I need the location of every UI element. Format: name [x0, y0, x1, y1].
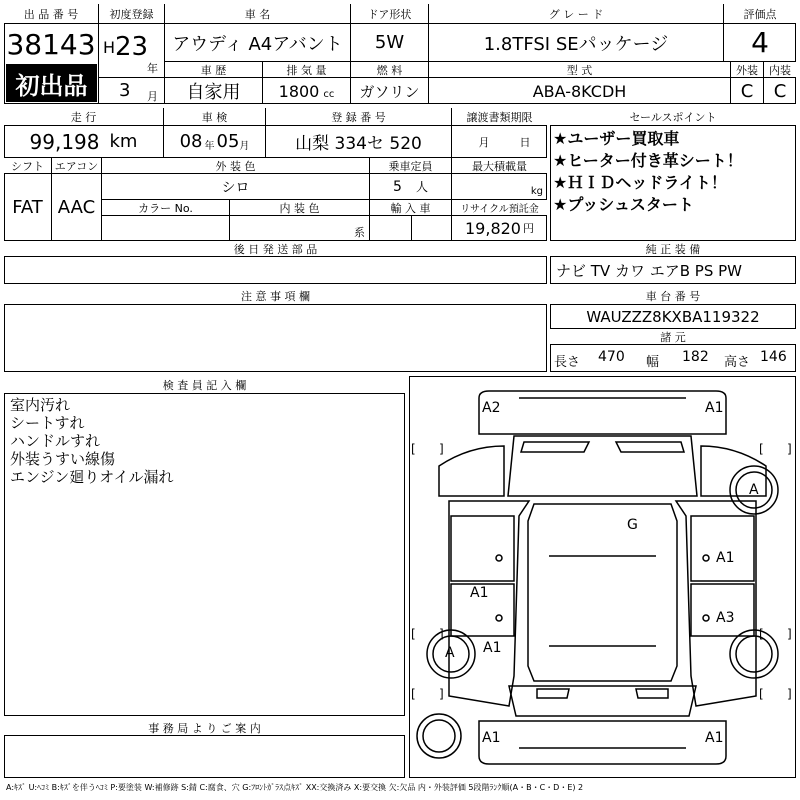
inspection-cell	[164, 126, 266, 158]
damage-mark: A	[749, 482, 759, 498]
mileage: 99,198	[29, 129, 100, 154]
transfer-cell	[452, 126, 547, 158]
inspector-note: 室内汚れ	[10, 396, 71, 414]
model-label: 型 式	[429, 62, 731, 78]
capacity-unit: 人	[415, 180, 428, 194]
ac: AAC	[52, 174, 102, 240]
insp-year: 08	[179, 131, 203, 152]
inspector-label: 検 査 員 記 入 欄	[4, 376, 405, 394]
width-label: 幅	[646, 355, 660, 370]
shift: FAT	[4, 174, 52, 240]
capacity: 5	[393, 178, 402, 195]
grade-label: グ レ ー ド	[429, 4, 724, 24]
recycle-cell	[452, 216, 547, 240]
reg-month-cell	[99, 78, 165, 104]
mileage-unit: km	[109, 131, 138, 152]
load-cell	[452, 174, 547, 200]
int-grade-label: 内装	[764, 62, 796, 78]
dims	[554, 349, 794, 369]
dims-label: 諸 元	[550, 329, 796, 345]
damage-mark: A1	[470, 585, 489, 601]
mileage-cell	[4, 126, 164, 158]
ext-grade: C	[731, 78, 764, 104]
sales-point: ★ユーザー買取車	[553, 129, 680, 148]
svg-text:]: ]	[787, 442, 792, 456]
reg-year-cell	[99, 24, 165, 78]
car-diagram	[409, 376, 796, 778]
svg-text:]: ]	[787, 687, 792, 701]
int-grade: C	[773, 80, 787, 102]
import-cell-b	[412, 216, 452, 240]
damage-mark: A1	[482, 730, 501, 746]
inspector-notes	[10, 396, 174, 486]
model: ABA-8KCDH	[429, 78, 731, 104]
fuel: ガソリン	[351, 78, 429, 104]
damage-mark: A1	[483, 640, 502, 656]
load-unit: kg	[530, 186, 543, 197]
inspector-note: シートすれ	[10, 414, 85, 432]
score: 4	[724, 24, 796, 62]
grade: 1.8TFSI SEパッケージ	[429, 24, 724, 62]
transfer-label: 譲渡書類期限	[452, 108, 547, 126]
plate-label: 登 録 番 号	[266, 108, 452, 126]
recycle-unit: 円	[522, 222, 534, 235]
length-label: 長さ	[554, 355, 581, 370]
inspector-note: ハンドルすれ	[10, 432, 101, 450]
sales-point: ★プッシュスタート	[553, 195, 694, 214]
capacity-label: 乗車定員	[370, 158, 452, 174]
inspector-note: エンジン廻りオイル漏れ	[10, 468, 174, 486]
chassis: WAUZZZ8KXBA119322	[550, 305, 796, 329]
displacement-unit: cc	[323, 88, 335, 100]
damage-mark: A2	[482, 400, 501, 416]
svg-text:]: ]	[439, 627, 444, 641]
first-listing-badge: 初出品	[6, 64, 97, 102]
capacity-cell	[370, 174, 452, 200]
history: 自家用	[165, 78, 263, 104]
equip: ナビ TV カワ エアB PS PW	[556, 262, 742, 280]
svg-text:[: [	[759, 442, 764, 456]
shift-label: シフト	[4, 158, 52, 174]
reg-year-unit: 年	[147, 62, 158, 75]
ext-grade-label: 外装	[731, 62, 764, 78]
fuel-label: 燃 料	[351, 62, 429, 78]
width: 182	[682, 349, 709, 365]
svg-text:]: ]	[787, 627, 792, 641]
length: 470	[598, 349, 625, 365]
int-color-label: 内 装 色	[230, 200, 370, 216]
reg-month: 3	[119, 80, 131, 101]
height-label: 高さ	[724, 355, 751, 370]
insp-year-unit: 年	[204, 141, 215, 152]
displacement-label: 排 気 量	[263, 62, 351, 78]
color-no	[102, 216, 230, 240]
load-label: 最大積載量	[452, 158, 547, 174]
svg-text:[: [	[411, 687, 416, 701]
car-name-label: 車 名	[165, 4, 351, 24]
recycle-label: リサイクル預託金	[452, 200, 547, 216]
damage-mark: A	[445, 645, 455, 661]
svg-text:]: ]	[439, 687, 444, 701]
plate: 山梨 334セ 520	[266, 126, 452, 158]
car-name: アウディ A4アバント	[165, 24, 351, 62]
color-no-label: カラー No.	[102, 200, 230, 216]
import-label: 輸 入 車	[370, 200, 452, 216]
door-label: ドア形状	[351, 4, 429, 24]
transfer-day-unit: 日	[519, 135, 531, 149]
import-cell-a	[370, 216, 412, 240]
lot-no: 38143	[4, 24, 99, 64]
recycle: 19,820	[465, 218, 521, 238]
sales-label: セールスポイント	[550, 108, 796, 126]
height: 146	[760, 349, 787, 365]
office-label: 事 務 局 よ り ご 案 内	[4, 720, 405, 736]
damage-mark: A1	[716, 550, 735, 566]
score-label: 評価点	[724, 4, 796, 24]
insp-month-unit: 月	[239, 141, 250, 152]
displacement-cell	[263, 78, 351, 104]
sales-points	[553, 128, 793, 216]
svg-text:]: ]	[439, 442, 444, 456]
caution-label: 注 意 事 項 欄	[4, 288, 547, 305]
ac-label: エアコン	[52, 158, 102, 174]
damage-mark: A3	[716, 610, 735, 626]
int-color-cell	[230, 216, 370, 240]
chassis-label: 車 台 番 号	[550, 288, 796, 305]
transfer-month-unit: 月	[478, 135, 490, 149]
svg-text:[: [	[759, 687, 764, 701]
ext-color-label: 外 装 色	[102, 158, 370, 174]
history-label: 車 歴	[165, 62, 263, 78]
legend: A:ｷｽﾞ U:ﾍｺﾐ B:ｷｽﾞを伴うﾍｺﾐ P:要塗装 W:補修跡 S:錆 C:腐食、穴 G:ﾌﾛﾝﾄｶﾞﾗｽ点ｷｽﾞ XX:交換済み X:要交換 欠:欠品 内・外装評価 5段階ﾗﾝｸ順(A・B・C・D・E) 2	[6, 783, 584, 792]
sales-point: ★ヒーター付き革シート！	[553, 151, 743, 170]
lot-no-label: 出 品 番 号	[4, 4, 99, 24]
inspector-note: 外装うすい線傷	[10, 450, 116, 468]
reg-month-unit: 月	[147, 90, 158, 103]
ext-color: シロ	[102, 174, 370, 200]
svg-text:[: [	[411, 442, 416, 456]
reg-label: 初度登録	[99, 4, 165, 24]
reg-year: 23	[115, 32, 149, 62]
equip-label: 純 正 装 備	[550, 241, 796, 257]
damage-mark: A1	[705, 730, 724, 746]
damage-mark: A1	[705, 400, 724, 416]
insp-month: 05	[216, 131, 240, 152]
reg-era: H	[103, 38, 116, 57]
mileage-label: 走 行	[4, 108, 164, 126]
damage-mark: G	[627, 517, 638, 533]
int-color-unit: 系	[354, 226, 365, 239]
displacement: 1800	[278, 81, 320, 101]
inspection-label: 車 検	[164, 108, 266, 126]
door: 5W	[351, 24, 429, 62]
svg-text:[: [	[759, 627, 764, 641]
svg-text:[: [	[411, 627, 416, 641]
sales-point: ★ＨＩＤヘッドライト！	[553, 173, 727, 192]
later-parts-label: 後 日 発 送 部 品	[4, 241, 547, 257]
